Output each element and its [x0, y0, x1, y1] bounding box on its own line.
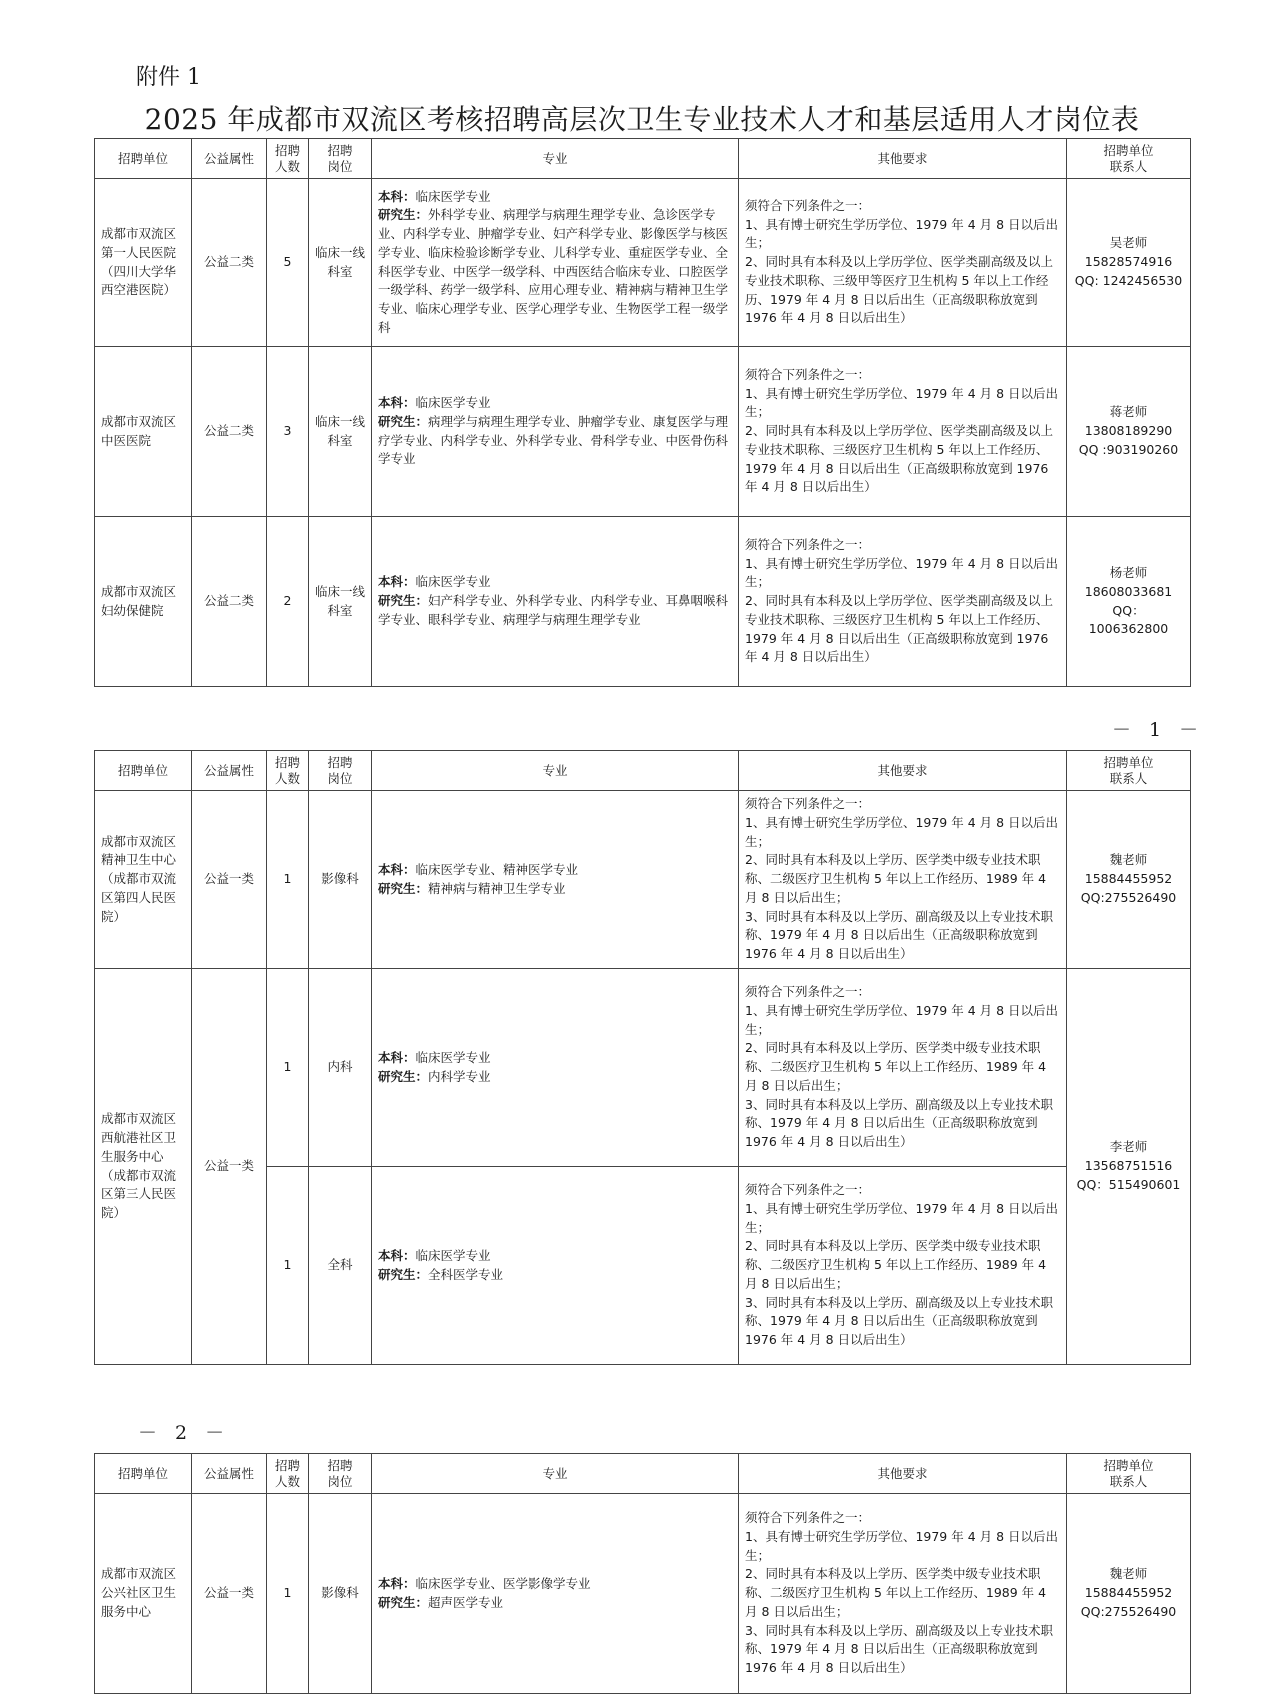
header-major: 专业	[372, 1454, 739, 1494]
unit-cell: 成都市双流区西航港社区卫生服务中心（成都市双流区第三人民医院）	[95, 969, 192, 1365]
job-table-page-3	[94, 1453, 1191, 1694]
table-row	[95, 969, 1191, 1167]
post-cell: 影像科	[309, 1494, 372, 1694]
contact-cell: 蒋老师 13808189290 QQ :903190260	[1067, 347, 1191, 517]
header-count: 招聘 人数	[267, 751, 309, 791]
header-post: 招聘 岗位	[309, 1454, 372, 1494]
header-contact: 招聘单位 联系人	[1067, 139, 1191, 179]
header-nature: 公益属性	[192, 751, 267, 791]
table-row	[95, 347, 1191, 517]
count-cell: 3	[267, 347, 309, 517]
unit-cell: 成都市双流区妇幼保健院	[95, 517, 192, 687]
table-row	[95, 517, 1191, 687]
header-major: 专业	[372, 139, 739, 179]
unit-cell: 成都市双流区中医医院	[95, 347, 192, 517]
major-cell: 本科：临床医学专业 研究生：全科医学专业	[372, 1167, 739, 1365]
table-row	[95, 791, 1191, 969]
requirements-cell: 须符合下列条件之一： 1、具有博士研究生学历学位、1979 年 4 月 8 日以后出生； 2、同时具有本科及以上学历学位、医学类副高级及以上专业技术职称、三级医疗卫生机构 5 年以上工作经历、1979 年 4 月 8 日以后出生（正高级职称放宽到 1976 年 4 月 8 日以后出生）	[739, 347, 1067, 517]
table-row	[95, 179, 1191, 347]
post-cell: 全科	[309, 1167, 372, 1365]
major-cell: 本科：临床医学专业 研究生：妇产科学专业、外科学专业、内科学专业、耳鼻咽喉科学专业、眼科学专业、病理学与病理生理学专业	[372, 517, 739, 687]
table-header-row	[95, 751, 1191, 791]
header-nature: 公益属性	[192, 1454, 267, 1494]
nature-cell: 公益一类	[192, 969, 267, 1365]
job-table-page-2	[94, 750, 1191, 1365]
requirements-cell: 须符合下列条件之一： 1、具有博士研究生学历学位、1979 年 4 月 8 日以后出生； 2、同时具有本科及以上学历、医学类中级专业技术职称、二级医疗卫生机构 5 年以上工作经历、1989 年 4 月 8 日以后出生； 3、同时具有本科及以上学历、副高级及以上专业技术职称、1979 年 4 月 8 日以后出生（正高级职称放宽到 1976 年 4 月 8 日以后出生）	[739, 791, 1067, 969]
page-number-1: － 1 －	[1112, 719, 1205, 741]
attachment-label: 附件 1	[136, 65, 201, 90]
page-title: 2025 年成都市双流区考核招聘高层次卫生专业技术人才和基层适用人才岗位表	[144, 103, 1140, 136]
contact-cell: 杨老师 18608033681 QQ：1006362800	[1067, 517, 1191, 687]
count-cell: 5	[267, 179, 309, 347]
header-requirements: 其他要求	[739, 139, 1067, 179]
count-cell: 2	[267, 517, 309, 687]
page-number-2: － 2 －	[138, 1422, 231, 1444]
unit-cell: 成都市双流区第一人民医院（四川大学华西空港医院）	[95, 179, 192, 347]
major-cell: 本科：临床医学专业 研究生：内科学专业	[372, 969, 739, 1167]
header-contact: 招聘单位 联系人	[1067, 1454, 1191, 1494]
header-requirements: 其他要求	[739, 1454, 1067, 1494]
header-nature: 公益属性	[192, 139, 267, 179]
major-cell: 本科：临床医学专业 研究生：外科学专业、病理学与病理生理学专业、急诊医学专业、内科学专业、肿瘤学专业、妇产科学专业、影像医学与核医学专业、临床检验诊断学专业、儿科学专业、重症医学专业、全科医学专业、中医学一级学科、中西医结合临床专业、口腔医学一级学科、药学一级学科、应用心理专业、精神病与精神卫生学专业、临床心理学专业、医学心理学专业、生物医学工程一级学科	[372, 179, 739, 347]
requirements-cell: 须符合下列条件之一： 1、具有博士研究生学历学位、1979 年 4 月 8 日以后出生； 2、同时具有本科及以上学历学位、医学类副高级及以上专业技术职称、三级甲等医疗卫生机构 5 年以上工作经历、1979 年 4 月 8 日以后出生（正高级职称放宽到 1976 年 4 月 8 日以后出生）	[739, 179, 1067, 347]
table-row	[95, 1494, 1191, 1694]
post-cell: 临床一线科室	[309, 179, 372, 347]
nature-cell: 公益二类	[192, 517, 267, 687]
contact-cell: 吴老师 15828574916 QQ: 1242456530	[1067, 179, 1191, 347]
header-major: 专业	[372, 751, 739, 791]
header-post: 招聘 岗位	[309, 751, 372, 791]
requirements-cell: 须符合下列条件之一： 1、具有博士研究生学历学位、1979 年 4 月 8 日以后出生； 2、同时具有本科及以上学历、医学类中级专业技术职称、二级医疗卫生机构 5 年以上工作经历、1989 年 4 月 8 日以后出生； 3、同时具有本科及以上学历、副高级及以上专业技术职称、1979 年 4 月 8 日以后出生（正高级职称放宽到 1976 年 4 月 8 日以后出生）	[739, 1167, 1067, 1365]
header-unit: 招聘单位	[95, 1454, 192, 1494]
table-header-row	[95, 139, 1191, 179]
requirements-cell: 须符合下列条件之一： 1、具有博士研究生学历学位、1979 年 4 月 8 日以后出生； 2、同时具有本科及以上学历、医学类中级专业技术职称、二级医疗卫生机构 5 年以上工作经历、1989 年 4 月 8 日以后出生； 3、同时具有本科及以上学历、副高级及以上专业技术职称、1979 年 4 月 8 日以后出生（正高级职称放宽到 1976 年 4 月 8 日以后出生）	[739, 969, 1067, 1167]
major-cell: 本科：临床医学专业 研究生：病理学与病理生理学专业、肿瘤学专业、康复医学与理疗学专业、内科学专业、外科学专业、骨科学专业、中医骨伤科学专业	[372, 347, 739, 517]
major-cell: 本科：临床医学专业、医学影像学专业 研究生：超声医学专业	[372, 1494, 739, 1694]
count-cell: 1	[267, 1494, 309, 1694]
requirements-cell: 须符合下列条件之一： 1、具有博士研究生学历学位、1979 年 4 月 8 日以后出生； 2、同时具有本科及以上学历学位、医学类副高级及以上专业技术职称、三级医疗卫生机构 5 年以上工作经历、1979 年 4 月 8 日以后出生（正高级职称放宽到 1976 年 4 月 8 日以后出生）	[739, 517, 1067, 687]
header-count: 招聘 人数	[267, 1454, 309, 1494]
nature-cell: 公益二类	[192, 347, 267, 517]
contact-cell: 李老师 13568751516 QQ：515490601	[1067, 969, 1191, 1365]
post-cell: 临床一线科室	[309, 517, 372, 687]
count-cell: 1	[267, 969, 309, 1167]
requirements-cell: 须符合下列条件之一： 1、具有博士研究生学历学位、1979 年 4 月 8 日以后出生； 2、同时具有本科及以上学历、医学类中级专业技术职称、二级医疗卫生机构 5 年以上工作经历、1989 年 4 月 8 日以后出生； 3、同时具有本科及以上学历、副高级及以上专业技术职称、1979 年 4 月 8 日以后出生（正高级职称放宽到 1976 年 4 月 8 日以后出生）	[739, 1494, 1067, 1694]
post-cell: 内科	[309, 969, 372, 1167]
header-unit: 招聘单位	[95, 139, 192, 179]
table-header-row	[95, 1454, 1191, 1494]
contact-cell: 魏老师 15884455952 QQ:275526490	[1067, 791, 1191, 969]
nature-cell: 公益一类	[192, 791, 267, 969]
nature-cell: 公益一类	[192, 1494, 267, 1694]
contact-cell: 魏老师 15884455952 QQ:275526490	[1067, 1494, 1191, 1694]
post-cell: 临床一线科室	[309, 347, 372, 517]
count-cell: 1	[267, 1167, 309, 1365]
job-table-page-1	[94, 138, 1191, 687]
unit-cell: 成都市双流区精神卫生中心（成都市双流区第四人民医院）	[95, 791, 192, 969]
header-post: 招聘 岗位	[309, 139, 372, 179]
count-cell: 1	[267, 791, 309, 969]
post-cell: 影像科	[309, 791, 372, 969]
nature-cell: 公益二类	[192, 179, 267, 347]
header-unit: 招聘单位	[95, 751, 192, 791]
header-requirements: 其他要求	[739, 751, 1067, 791]
header-contact: 招聘单位 联系人	[1067, 751, 1191, 791]
unit-cell: 成都市双流区公兴社区卫生服务中心	[95, 1494, 192, 1694]
major-cell: 本科：临床医学专业、精神医学专业 研究生：精神病与精神卫生学专业	[372, 791, 739, 969]
header-count: 招聘 人数	[267, 139, 309, 179]
